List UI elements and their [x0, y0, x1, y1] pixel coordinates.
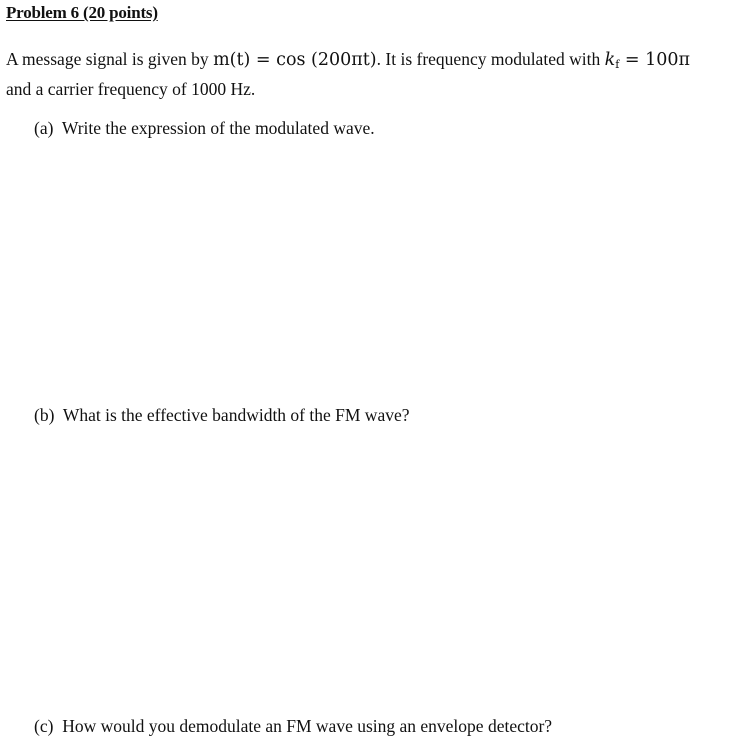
equals-sign: = — [250, 50, 277, 70]
message-signal-lhs: m(t) — [213, 50, 251, 70]
statement-text-2: . It is frequency modulated with — [376, 49, 605, 69]
question-c — [34, 716, 552, 737]
problem-statement — [6, 47, 742, 102]
statement-line-2: and a carrier frequency of 1000 Hz. — [6, 79, 256, 99]
statement-text-1: A message signal is given by — [6, 49, 214, 69]
question-c-label: (c) — [34, 716, 54, 736]
question-c-text: How would you demodulate an FM wave using an envelope detector? — [62, 716, 553, 736]
question-a-text: Write the expression of the modulated wave. — [61, 118, 375, 138]
statement-line-1 — [6, 47, 742, 77]
question-b — [34, 405, 410, 426]
kf-subscript: f — [615, 58, 620, 71]
question-a — [34, 118, 375, 139]
question-a-label: (a) — [34, 118, 54, 138]
question-b-text: What is the effective bandwidth of the FM wave? — [62, 405, 410, 425]
equals-sign-2: = — [619, 50, 646, 70]
question-b-label: (b) — [34, 405, 55, 425]
kf-symbol: $k_f$ — [604, 50, 620, 71]
kf-value: 100π — [645, 50, 690, 70]
message-signal-rhs: cos (200πt) — [276, 50, 377, 70]
problem-title: Problem 6 (20 points) — [6, 3, 158, 22]
